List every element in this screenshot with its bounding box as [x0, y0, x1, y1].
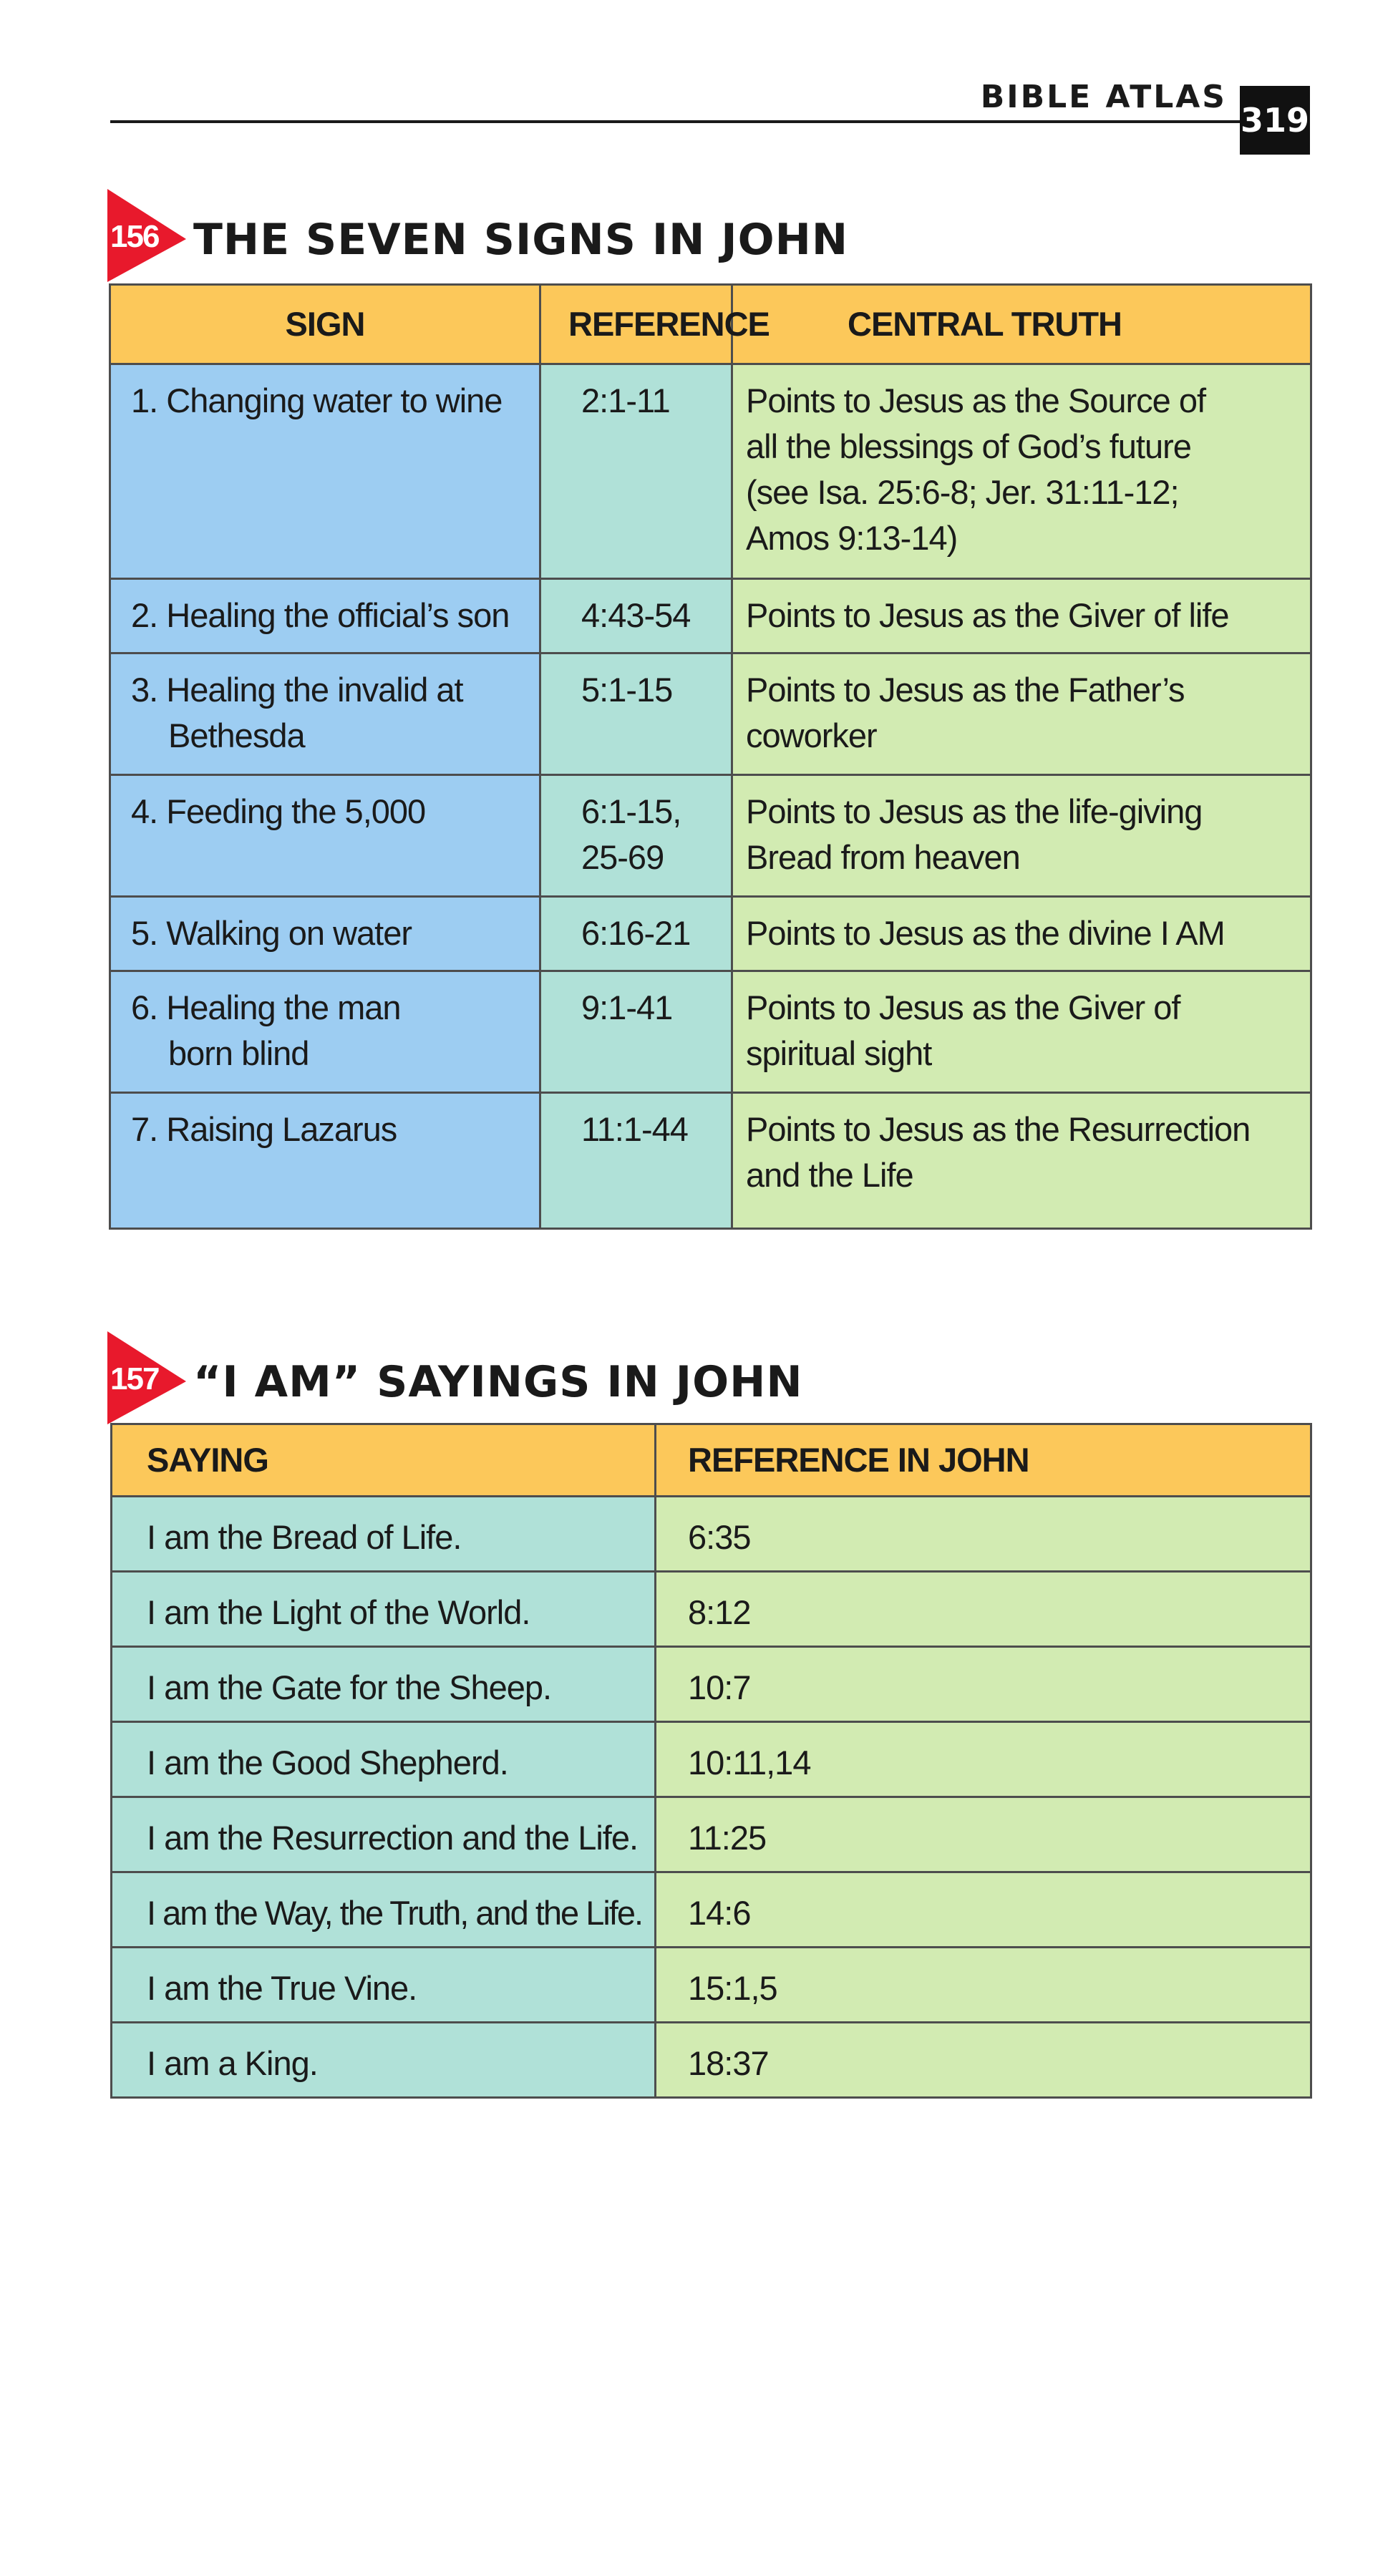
saying-cell: I am the Light of the World.	[112, 1572, 656, 1647]
column-header-central-truth: CENTRAL TRUTH	[732, 285, 1311, 364]
sign-cell: 2. Healing the official’s son	[110, 579, 540, 653]
table-row	[112, 1797, 1311, 1872]
saying-cell: I am the Good Shepherd.	[112, 1722, 656, 1797]
section-badge-icon	[107, 189, 200, 282]
saying-cell: I am the Bread of Life.	[112, 1497, 656, 1572]
section-badge-icon	[107, 1331, 200, 1424]
page-number: 319	[1240, 86, 1310, 155]
central-truth-cell: Points to Jesus as the Father’s coworker	[732, 653, 1311, 775]
reference-cell: 10:7	[656, 1647, 1311, 1722]
table-row	[110, 653, 1311, 775]
reference-cell: 14:6	[656, 1872, 1311, 1948]
table-row	[110, 579, 1311, 653]
saying-cell: I am a King.	[112, 2023, 656, 2098]
sign-cell: 6. Healing the man born blind	[110, 971, 540, 1093]
central-truth-cell: Points to Jesus as the Source of all the blessings of God’s future (see Isa. 25:6-8; Jer. 31:11-12; Amos 9:13-14)	[732, 364, 1311, 579]
table-row	[112, 1497, 1311, 1572]
reference-cell: 6:16-21	[540, 897, 732, 971]
section-156-heading	[107, 189, 966, 289]
table-header-row	[112, 1424, 1311, 1497]
reference-cell: 10:11,14	[656, 1722, 1311, 1797]
table-row	[110, 1093, 1311, 1229]
central-truth-cell: Points to Jesus as the Resurrection and the Life	[732, 1093, 1311, 1229]
section-number: 156	[110, 219, 159, 254]
reference-cell: 4:43-54	[540, 579, 732, 653]
saying-cell: I am the Resurrection and the Life.	[112, 1797, 656, 1872]
table-row	[112, 1872, 1311, 1948]
sign-cell: 5. Walking on water	[110, 897, 540, 971]
central-truth-cell: Points to Jesus as the Giver of life	[732, 579, 1311, 653]
table-row	[110, 897, 1311, 971]
saying-cell: I am the True Vine.	[112, 1948, 656, 2023]
table-row	[112, 1722, 1311, 1797]
i-am-sayings-table	[110, 1423, 1312, 2099]
table-row	[112, 2023, 1311, 2098]
table-row	[112, 1572, 1311, 1647]
header-rule	[110, 120, 1307, 123]
section-157-heading	[107, 1331, 966, 1432]
table-row	[110, 971, 1311, 1093]
saying-cell: I am the Way, the Truth, and the Life.	[112, 1872, 656, 1948]
reference-cell: 11:25	[656, 1797, 1311, 1872]
table-row	[110, 775, 1311, 897]
saying-cell: I am the Gate for the Sheep.	[112, 1647, 656, 1722]
reference-cell: 2:1-11	[540, 364, 732, 579]
column-header-reference-in-john: REFERENCE IN JOHN	[656, 1424, 1311, 1497]
sign-cell: 3. Healing the invalid at Bethesda	[110, 653, 540, 775]
reference-cell: 9:1-41	[540, 971, 732, 1093]
running-head: BIBLE ATLAS	[980, 79, 1227, 115]
sign-cell: 4. Feeding the 5,000	[110, 775, 540, 897]
column-header-saying: SAYING	[112, 1424, 656, 1497]
seven-signs-table	[109, 283, 1312, 1230]
section-number: 157	[110, 1361, 159, 1396]
central-truth-cell: Points to Jesus as the Giver of spiritual sight	[732, 971, 1311, 1093]
reference-cell: 15:1,5	[656, 1948, 1311, 2023]
table-row	[112, 1647, 1311, 1722]
table-header-row	[110, 285, 1311, 364]
reference-cell: 11:1-44	[540, 1093, 732, 1229]
section-title: “I AM” SAYINGS IN JOHN	[193, 1357, 803, 1407]
reference-cell: 6:1-15, 25-69	[540, 775, 732, 897]
reference-cell: 8:12	[656, 1572, 1311, 1647]
column-header-sign: SIGN	[110, 285, 540, 364]
reference-cell: 6:35	[656, 1497, 1311, 1572]
column-header-reference: REFERENCE	[540, 285, 732, 364]
table-row	[110, 364, 1311, 579]
section-title: THE SEVEN SIGNS IN JOHN	[193, 215, 849, 265]
reference-cell: 5:1-15	[540, 653, 732, 775]
table-row	[112, 1948, 1311, 2023]
sign-cell: 7. Raising Lazarus	[110, 1093, 540, 1229]
central-truth-cell: Points to Jesus as the life-giving Bread from heaven	[732, 775, 1311, 897]
reference-cell: 18:37	[656, 2023, 1311, 2098]
sign-cell: 1. Changing water to wine	[110, 364, 540, 579]
central-truth-cell: Points to Jesus as the divine I AM	[732, 897, 1311, 971]
